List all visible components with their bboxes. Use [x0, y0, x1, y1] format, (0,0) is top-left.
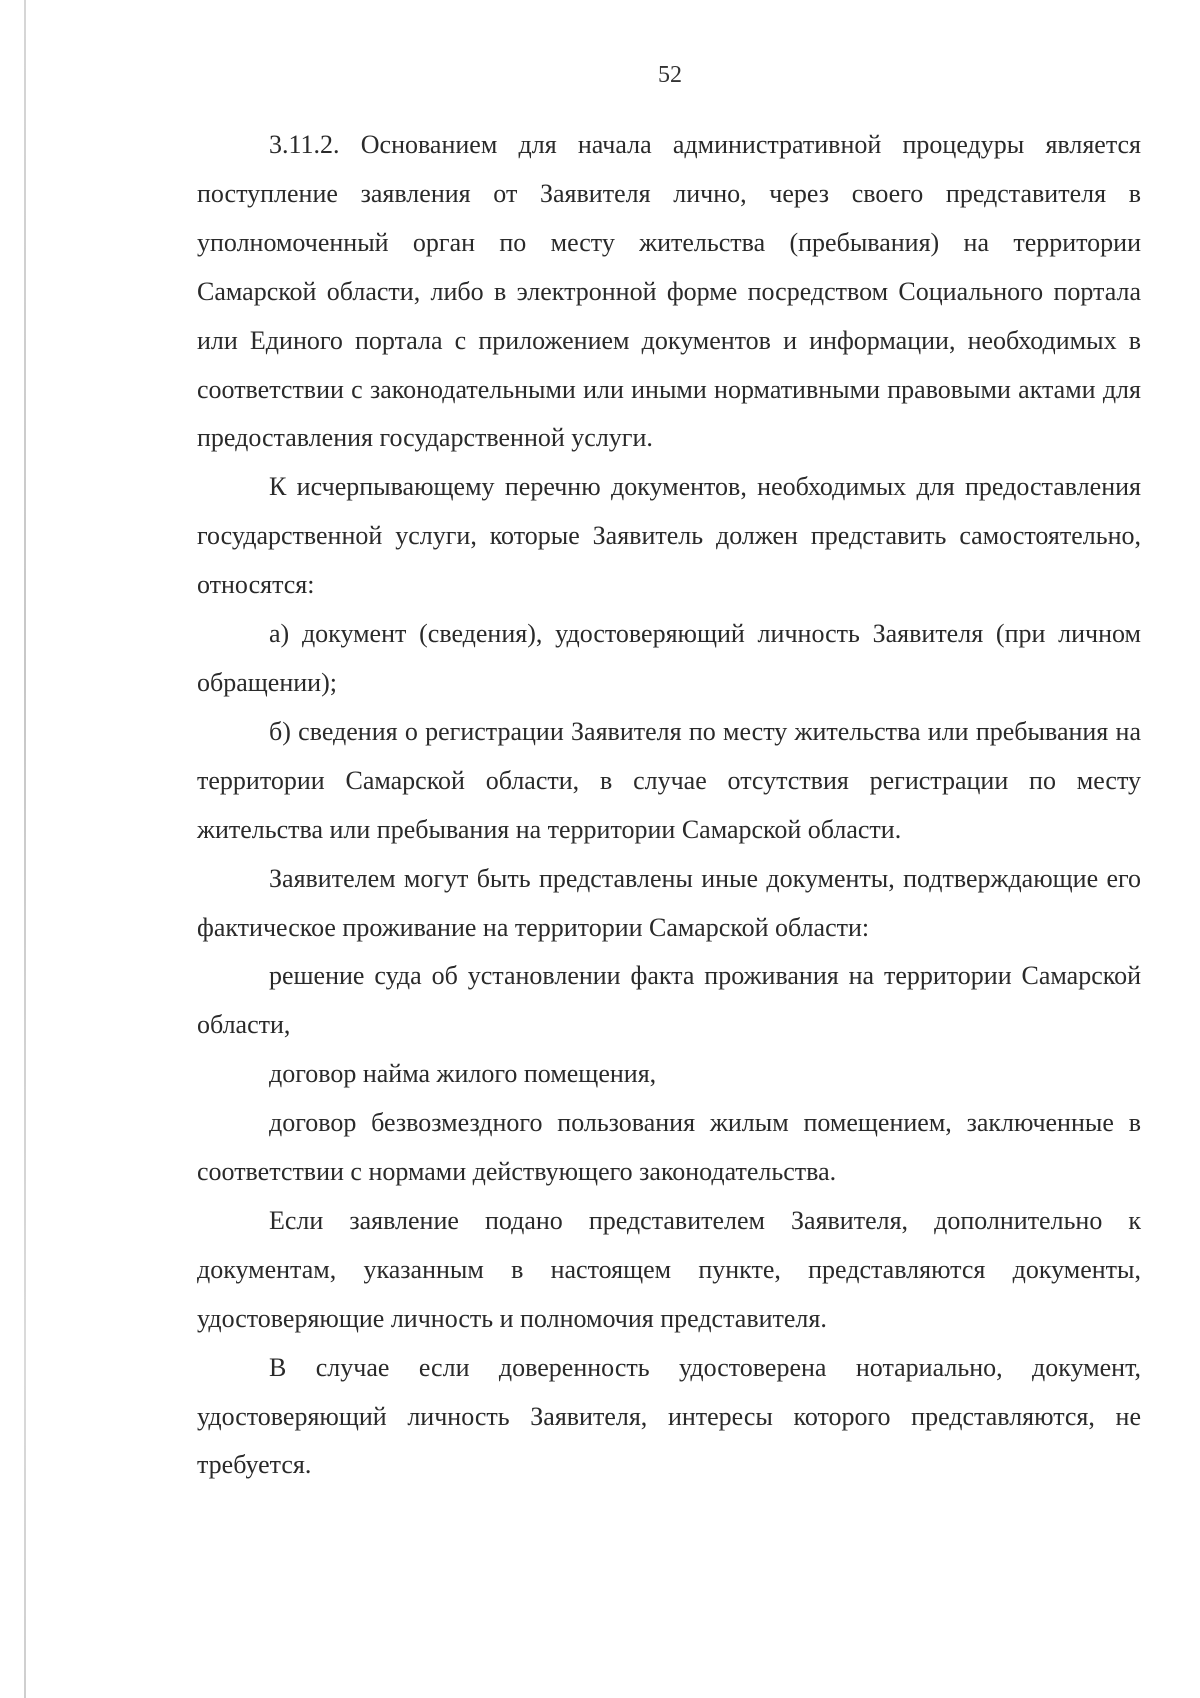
paragraph-free-use-agreement: договор безвозмездного пользования жилым помещением, заключенные в соответствии с нормами действующего законодательства.	[197, 1108, 1141, 1187]
scan-edge-line	[24, 0, 26, 1698]
paragraph-court-decision: решение суда об установлении факта проживания на территории Самарской области,	[197, 961, 1141, 1040]
paragraph-documents-list-intro: К исчерпывающему перечню документов, необходимых для предоставления государственной услуги, которые Заявитель должен представить самостоятельно, относятся:	[197, 472, 1141, 600]
paragraph-item-b: б) сведения о регистрации Заявителя по месту жительства или пребывания на территории Самарской области, в случае отсутствия регистрации по месту жительства или пребывания на территории Самарской области.	[197, 716, 1141, 844]
paragraph-other-documents: Заявителем могут быть представлены иные документы, подтверждающие его фактическое проживание на территории Самарской области:	[197, 863, 1141, 942]
document-body	[197, 121, 1141, 1490]
paragraph-representative: Если заявление подано представителем Заявителя, дополнительно к документам, указанным в настоящем пункте, представляются документы, удостоверяющие личность и полномочия представителя.	[197, 1205, 1141, 1333]
page-number: 52	[658, 62, 682, 88]
paragraph-item-a: а) документ (сведения), удостоверяющий личность Заявителя (при личном обращении);	[197, 619, 1141, 697]
paragraph-lease-agreement: договор найма жилого помещения,	[269, 1059, 657, 1089]
paragraph-notarized-power: В случае если доверенность удостоверена нотариально, документ, удостоверяющий личность Заявителя, интересы которого представляются, не требуется.	[197, 1352, 1141, 1480]
paragraph-3-11-2: 3.11.2. Основанием для начала административной процедуры является поступление заявления от Заявителя лично, через своего представителя в уполномоченный орган по месту жительства (пребывания) на территории Самарской области, либо в электронной форме посредством Социального портала или Единого портала с приложением документов и информации, необходимых в соответствии с законодательными или иными нормативными правовыми актами для предоставления государственной услуги.	[197, 130, 1141, 453]
